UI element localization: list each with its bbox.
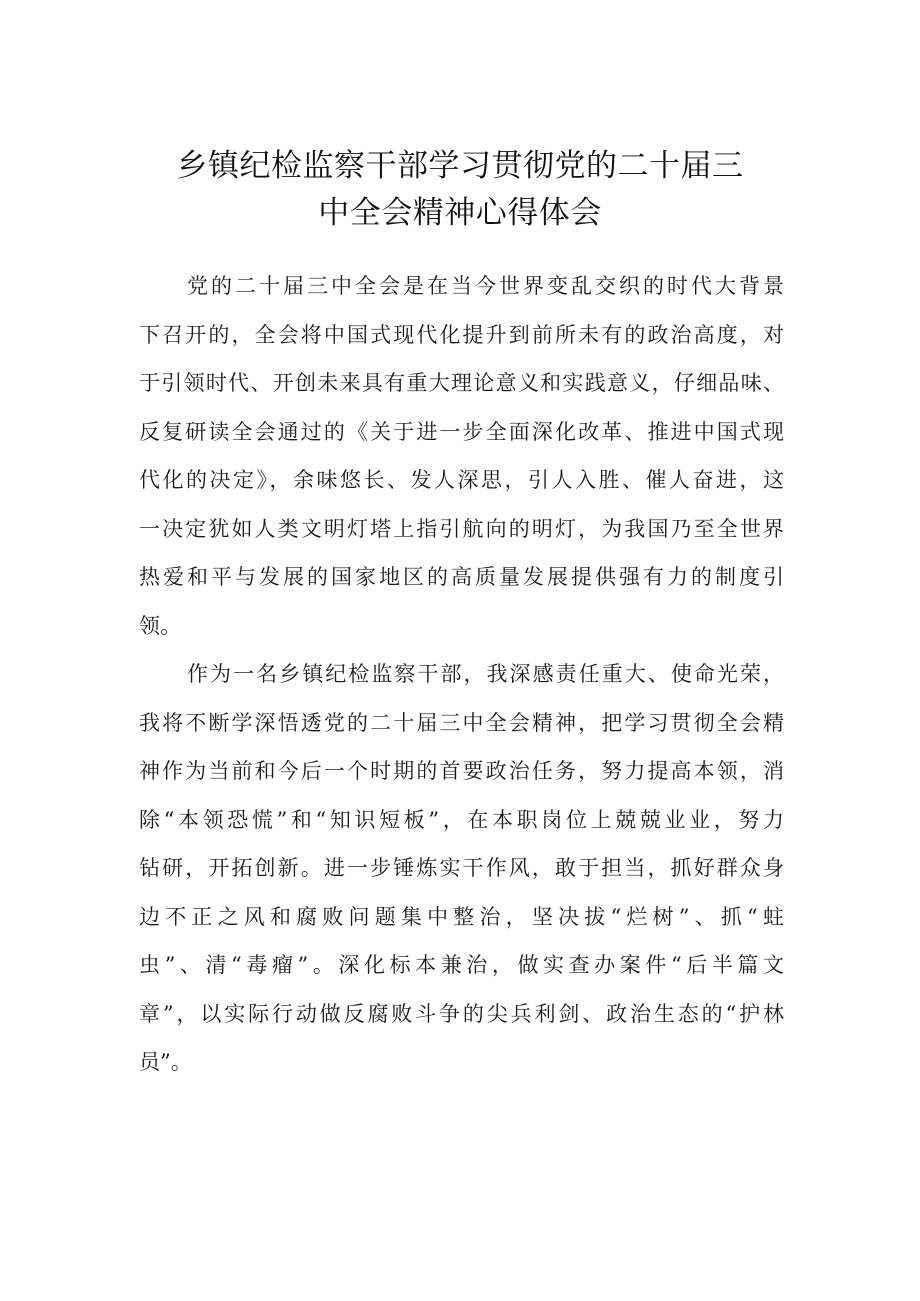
- document-body: [139, 262, 784, 1087]
- text-line: 于引领时代、开创未来具有重大理论意义和实践意义，仔细品味、: [139, 371, 784, 395]
- text-line: 热爱和平与发展的国家地区的高质量发展提供强有力的制度引: [139, 565, 784, 589]
- text-line: 神作为当前和今后一个时期的首要政治任务，努力提高本领，消: [139, 759, 784, 783]
- text-line: 作为一名乡镇纪检监察干部，我深感责任重大、使命光荣，: [187, 662, 784, 686]
- text-line: 下召开的，全会将中国式现代化提升到前所未有的政治高度，对: [139, 322, 784, 347]
- text-line: 一决定犹如人类文明灯塔上指引航向的明灯，为我国乃至全世界: [139, 516, 784, 541]
- text-line: 领。: [139, 613, 181, 638]
- text-line: 代化的决定》，余味悠长、发人深思，引人入胜、催人奋进，这: [139, 468, 784, 492]
- document-title: [120, 143, 800, 237]
- paragraph-2: [139, 650, 784, 1087]
- text-line: 钻研，开拓创新。进一步锤炼实干作风，敢于担当，抓好群众身: [139, 856, 784, 880]
- title-line-1: 乡镇纪检监察干部学习贯彻党的二十届三: [176, 148, 744, 184]
- text-line: 党的二十届三中全会是在当今世界变乱交织的时代大背景: [187, 274, 784, 298]
- title-line-2: 中全会精神心得体会: [318, 195, 602, 231]
- text-line: 反复研读全会通过的《关于进一步全面深化改革、推进中国式现: [139, 419, 784, 444]
- text-line: 虫”、清“毒瘤”。深化标本兼治，做实查办案件“后半篇文: [139, 953, 784, 977]
- text-line: 员”。: [139, 1050, 192, 1074]
- text-line: 章”，以实际行动做反腐败斗争的尖兵利剑、政治生态的“护林: [139, 1001, 784, 1026]
- text-line: 除“本领恐慌”和“知识短板”，在本职岗位上兢兢业业，努力: [139, 807, 784, 832]
- paragraph-1: [139, 262, 784, 650]
- text-line: 我将不断学深悟透党的二十届三中全会精神，把学习贯彻全会精: [139, 710, 784, 735]
- text-line: 边不正之风和腐败问题集中整治，坚决拔“烂树”、抓“蛀: [139, 904, 784, 929]
